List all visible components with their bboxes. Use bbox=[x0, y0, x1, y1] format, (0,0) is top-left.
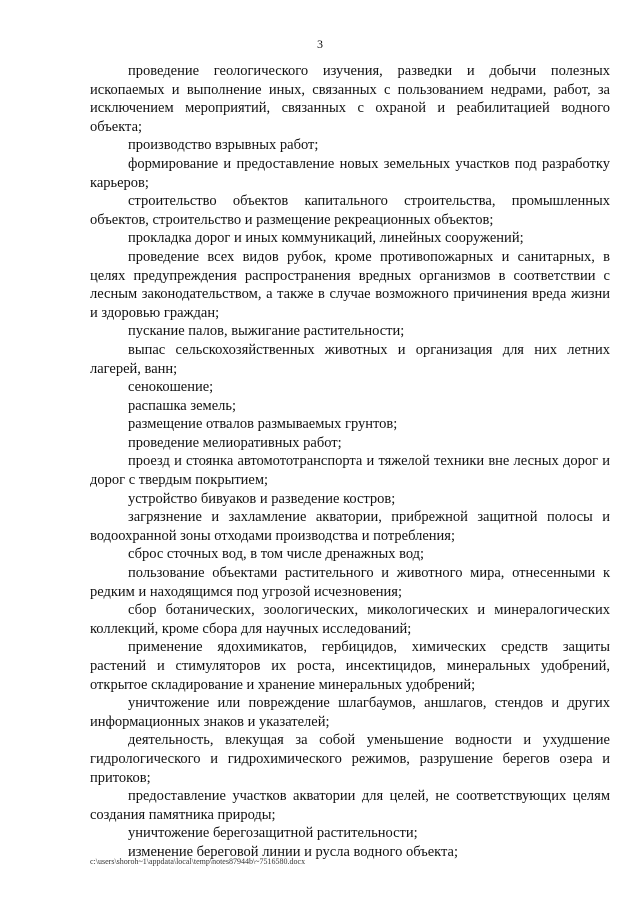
paragraph: выпас сельскохозяйственных животных и организация для них летних лагерей, ванн; bbox=[90, 341, 610, 377]
paragraph: устройство бивуаков и разведение костров; bbox=[128, 490, 396, 507]
paragraph: прокладка дорог и иных коммуникаций, линейных сооружений; bbox=[128, 230, 524, 247]
paragraph: изменение береговой линии и русла водного объекта; bbox=[128, 843, 458, 860]
paragraph: пускание палов, выжигание растительности; bbox=[128, 323, 405, 340]
paragraph: сенокошение; bbox=[128, 379, 214, 396]
paragraph: деятельность, влекущая за собой уменьшение водности и ухудшение гидрологического и гидрохимического режимов, разрушение берегов озера и притоков; bbox=[90, 732, 610, 786]
paragraph: проведение геологического изучения, разведки и добычи полезных ископаемых и выполнение иных, связанных с пользованием недрами, работ, за исключением мероприятий, связанных с охраной и реабилитацией водного объекта; bbox=[90, 63, 610, 135]
paragraph: производство взрывных работ; bbox=[128, 137, 319, 154]
paragraph: проведение мелиоративных работ; bbox=[128, 434, 342, 451]
paragraph: загрязнение и захламление акватории, прибрежной защитной полосы и водоохранной зоны отходами производства и потребления; bbox=[90, 509, 610, 544]
page-number: 3 bbox=[317, 37, 323, 51]
paragraph: сброс сточных вод, в том числе дренажных вод; bbox=[128, 546, 425, 563]
paragraph: строительство объектов капитального строительства, промышленных объектов, строительство и размещение рекреационных объектов; bbox=[90, 193, 610, 228]
paragraph: уничтожение или повреждение шлагбаумов, аншлагов, стендов и других информационных знаков и указателей; bbox=[90, 695, 610, 730]
footer-file-path: c:\users\shoroh~1\appdata\local\temp\notes87944b\~7516580.docx bbox=[90, 857, 306, 866]
paragraph: распашка земель; bbox=[128, 397, 237, 414]
document-body bbox=[90, 62, 610, 862]
paragraph: проведение всех видов рубок, кроме противопожарных и санитарных, в целях предупреждения распространения вредных организмов в соответствии с лесным законодательством, а также в случае возможного причинения вреда жизни и здоровью граждан; bbox=[90, 248, 610, 321]
paragraph: предоставление участков акватории для целей, не соответствующих целям создания памятника природы; bbox=[90, 788, 610, 823]
paragraph: проезд и стоянка автомототранспорта и тяжелой техники вне лесных дорог и дорог с твердым покрытием; bbox=[90, 453, 610, 489]
paragraph: формирование и предоставление новых земельных участков под разработку карьеров; bbox=[90, 155, 610, 191]
paragraph: уничтожение берегозащитной растительности; bbox=[128, 825, 418, 842]
paragraph: применение ядохимикатов, гербицидов, химических средств защиты растений и стимуляторов их роста, инсектицидов, минеральных удобрений, открытое складирование и хранение минеральных удобрений; bbox=[90, 639, 610, 693]
paragraph: размещение отвалов размываемых грунтов; bbox=[128, 416, 398, 433]
paragraph: пользование объектами растительного и животного мира, отнесенными к редким и находящимся под угрозой исчезновения; bbox=[90, 565, 610, 600]
paragraph: сбор ботанических, зоологических, микологических и минералогических коллекций, кроме сбора для научных исследований; bbox=[90, 602, 610, 637]
